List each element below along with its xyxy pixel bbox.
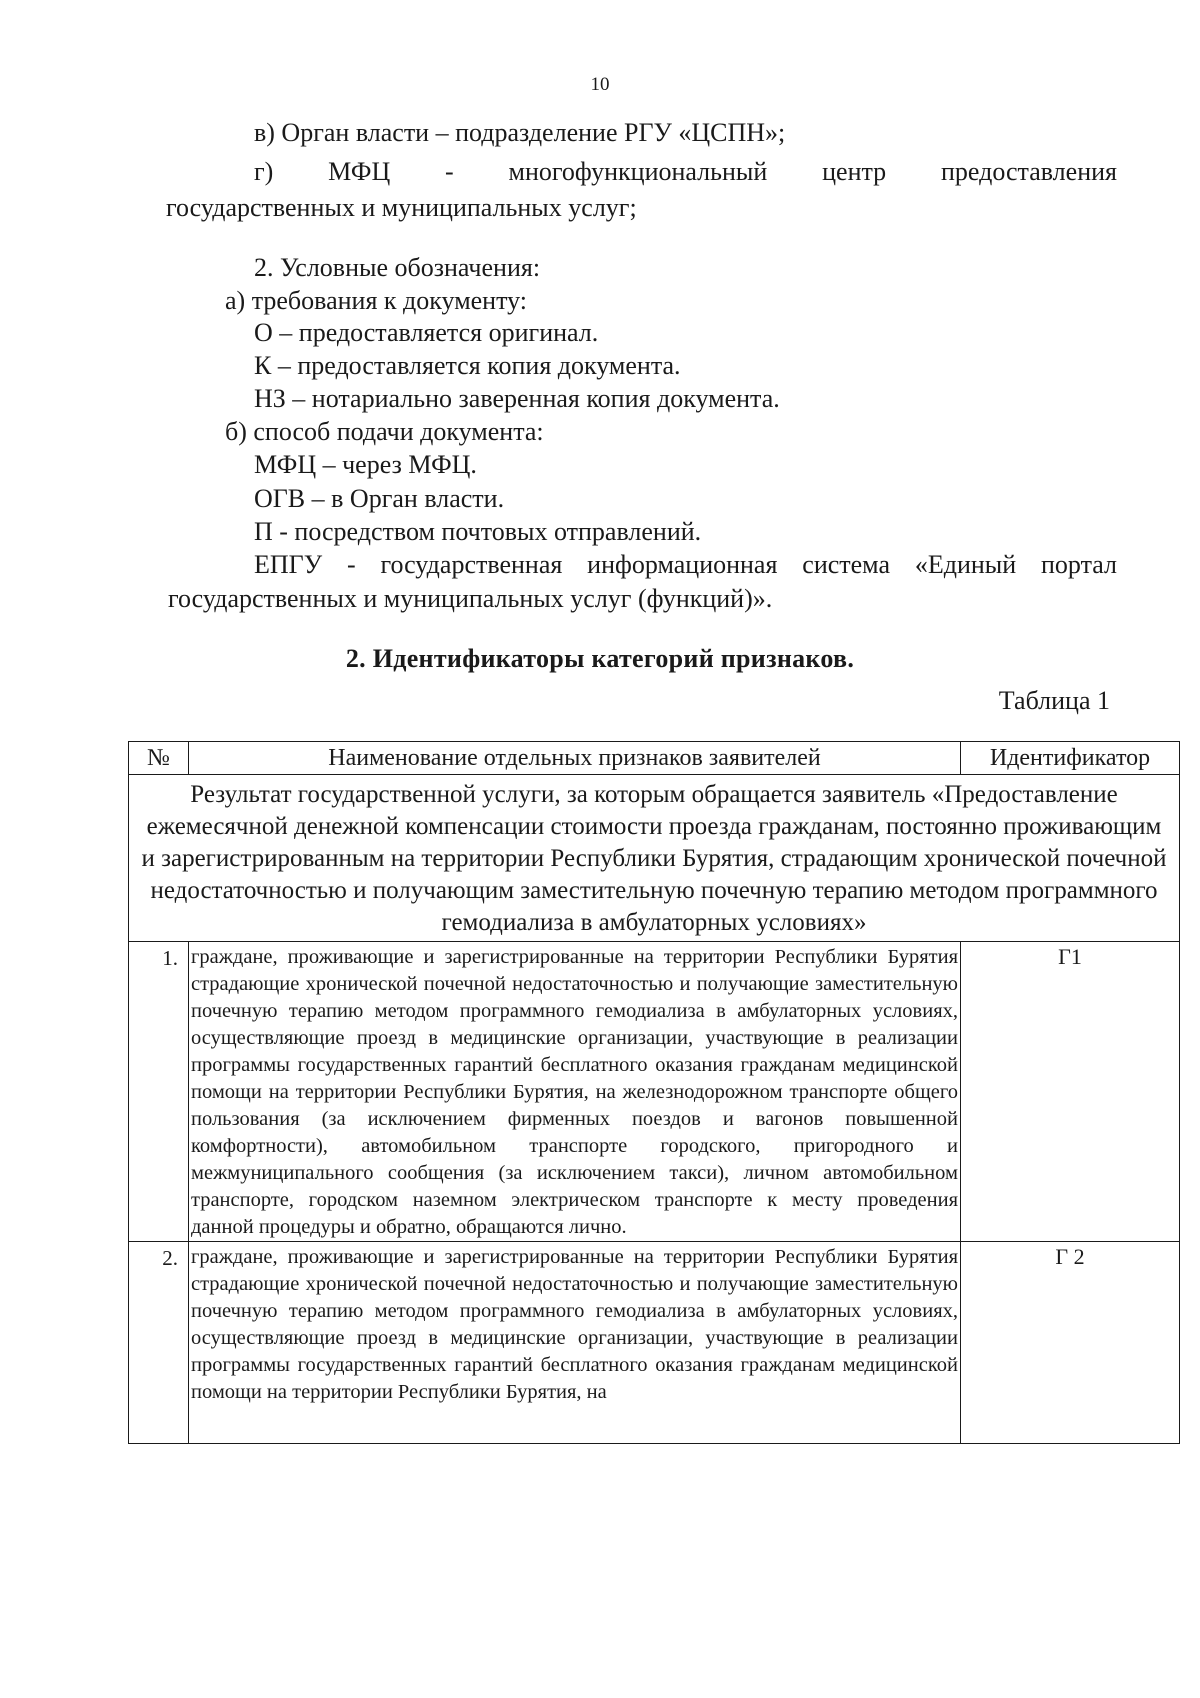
legend-epgu-line1: ЕПГУ - государственная информационная система «Единый портал xyxy=(254,550,1117,579)
row-number: 2. xyxy=(129,1242,189,1444)
table-row xyxy=(129,942,1180,1242)
item-g-word: многофункциональный xyxy=(508,157,768,186)
item-g-line1 xyxy=(254,157,1117,187)
legend-b-item: П - посредством почтовых отправлений. xyxy=(254,517,702,546)
row-description: граждане, проживающие и зарегистрированные на территории Республики Бурятия страдающие хронической почечной недостаточностью и получающие заместительную почечную терапию методом программного гемодиализа в амбулаторных условиях, осуществляющие проезд в медицинские организации, участвующие в реализации программы государственных гарантий бесплатного оказания гражданам медицинской помощи на территории Республики Бурятия, на xyxy=(191,1246,958,1403)
page-number: 10 xyxy=(590,74,610,95)
row-description-cell xyxy=(189,1242,961,1444)
header-num: № xyxy=(129,742,189,775)
row-identifier: Г1 xyxy=(961,942,1180,1242)
item-g-line2: государственных и муниципальных услуг; xyxy=(166,193,637,222)
item-g-word: г) xyxy=(254,157,274,186)
row-number: 1. xyxy=(129,942,189,1242)
legend-b-heading: б) способ подачи документа: xyxy=(225,417,544,446)
item-g-word: центр xyxy=(822,157,887,186)
legend-a-item: О – предоставляется оригинал. xyxy=(254,318,599,347)
result-text: Результат государственной услуги, за которым обращается заявитель «Предоставление ежемесячной денежной компенсации стоимости проезда гражданам, постоянно проживающим и зарегистрированным на территории Республики Бурятия, страдающим хронической почечной недостаточностью и получающим заместительную почечную терапию методом программного гемодиализа в амбулаторных условиях» xyxy=(129,775,1180,942)
row-description: граждане, проживающие и зарегистрированные на территории Республики Бурятия страдающие хронической почечной недостаточностью и получающие заместительную почечную терапию методом программного гемодиализа в амбулаторных условиях, осуществляющие проезд в медицинские организации, участвующие в реализации программы государственных гарантий бесплатного оказания гражданам медицинской помощи на территории Республики Бурятия, на железнодорожном транспорте общего пользования (за исключением фирменных поездов и вагонов повышенной комфортности), автомобильном транспорте городского, пригородного и межмуниципального сообщения (за исключением такси), личном автомобильном транспорте, городском наземном электрическом транспорте к месту проведения данной процедуры и обратно, обращаются лично. xyxy=(189,942,961,1242)
table-header-row xyxy=(129,742,1180,775)
legend-b-item: ОГВ – в Орган власти. xyxy=(254,484,505,513)
table-row xyxy=(129,1242,1180,1444)
header-name: Наименование отдельных признаков заявителей xyxy=(189,742,961,775)
legend-a-item: К – предоставляется копия документа. xyxy=(254,351,681,380)
identifiers-table xyxy=(128,741,1180,1444)
legend-a-item: НЗ – нотариально заверенная копия документа. xyxy=(254,384,780,413)
item-g-word: МФЦ xyxy=(328,157,391,186)
row-identifier: Г 2 xyxy=(961,1242,1180,1444)
header-id: Идентификатор xyxy=(961,742,1180,775)
section-title: 2. Идентификаторы категорий признаков. xyxy=(345,644,855,673)
table-caption: Таблица 1 xyxy=(998,686,1110,715)
legend-epgu-line2: государственных и муниципальных услуг (функций)». xyxy=(168,584,773,613)
item-g-word: - xyxy=(445,157,454,186)
result-row xyxy=(129,775,1180,942)
item-v: в) Орган власти – подразделение РГУ «ЦСПН»; xyxy=(254,118,786,147)
legend-heading: 2. Условные обозначения: xyxy=(254,253,541,282)
legend-b-item: МФЦ – через МФЦ. xyxy=(254,450,477,479)
legend-a-heading: а) требования к документу: xyxy=(225,286,527,315)
item-g-word: предоставления xyxy=(941,157,1117,186)
